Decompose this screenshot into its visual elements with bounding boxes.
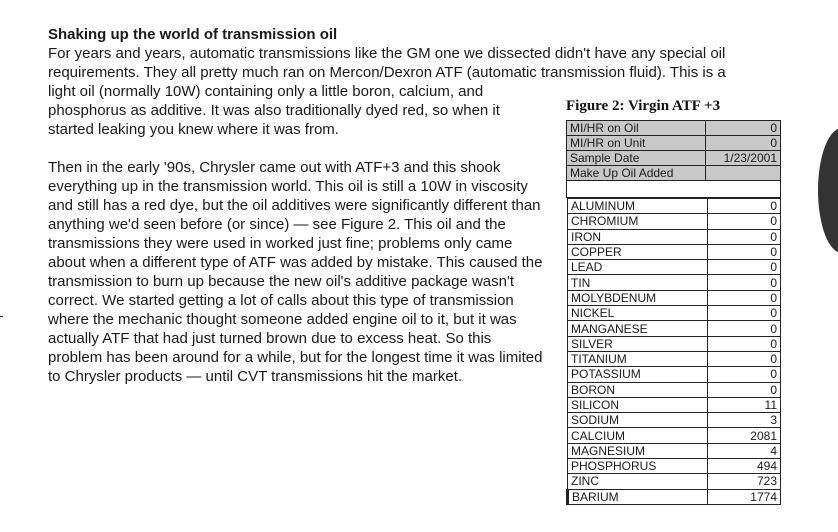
- element-name: SILICON: [568, 397, 708, 412]
- element-name: CHROMIUM: [568, 214, 708, 229]
- element-row: [568, 336, 781, 351]
- paragraph-1-line: started leaking you knew where it was from.: [48, 121, 339, 138]
- element-value: 4: [708, 443, 781, 458]
- element-name: COPPER: [568, 244, 708, 259]
- figure-title: Figure 2: Virgin ATF +3: [566, 98, 721, 114]
- element-row: [568, 413, 781, 428]
- element-row: [568, 397, 781, 412]
- element-name: MOLYBDENUM: [568, 290, 708, 305]
- element-row: [568, 321, 781, 336]
- element-row: [568, 459, 781, 474]
- paragraph-1-line: light oil (normally 10W) containing only a little boron, calcium, and: [48, 83, 484, 100]
- header-row-label: MI/HR on Oil: [567, 121, 706, 136]
- element-row: [568, 214, 781, 229]
- element-name: IRON: [568, 229, 708, 244]
- element-name: MAGNESIUM: [568, 443, 708, 458]
- element-value: 2081: [708, 428, 781, 443]
- oil-sample-header-table: [566, 120, 781, 198]
- element-name: ZINC: [568, 474, 708, 489]
- element-row: [568, 244, 781, 259]
- spacer-cell: [567, 181, 781, 198]
- element-value: 0: [708, 214, 781, 229]
- paragraph-1-line: For years and years, automatic transmissions like the GM one we dissected didn't have any special oil: [48, 45, 726, 62]
- header-row-value: 1/23/2001: [706, 151, 781, 166]
- element-row: [568, 275, 781, 290]
- element-name: MANGANESE: [568, 321, 708, 336]
- element-value: 0: [708, 351, 781, 366]
- margin-mark: [0, 316, 3, 317]
- element-analysis-table: [566, 198, 781, 505]
- element-row: [568, 199, 781, 214]
- element-value: 723: [708, 474, 781, 489]
- element-name: SILVER: [568, 336, 708, 351]
- element-name: TITANIUM: [568, 351, 708, 366]
- element-row: [568, 260, 781, 275]
- element-row: [568, 382, 781, 397]
- element-value: 3: [708, 413, 781, 428]
- element-name: TIN: [568, 275, 708, 290]
- element-value: 0: [708, 275, 781, 290]
- paragraph-1-line: phosphorus as additive. It was also traditionally dyed red, so when it: [48, 102, 500, 119]
- element-name: CALCIUM: [568, 428, 708, 443]
- element-value: 0: [708, 244, 781, 259]
- header-row-label: MI/HR on Unit: [567, 136, 706, 151]
- element-value: 11: [708, 397, 781, 412]
- header-row: [567, 121, 781, 136]
- element-row: [568, 290, 781, 305]
- element-name: PHOSPHORUS: [568, 459, 708, 474]
- element-row: [568, 351, 781, 366]
- paragraph-2: Then in the early '90s, Chrysler came out with ATF+3 and this shook everything up in the transmission world. This oil is still a 10W in viscosity and still has a red dye, but the oil additives were significantly different than anything we'd seen before (or since) — see Figure 2. This oil and the transmissions they were used in worked just fine; problems only came about when a different type of ATF was added by mistake. This caused the transmission to burn up because the new oil's additive package wasn't correct. We started getting a lot of calls about this type of transmission where the mechanic thought someone added engine oil to it, but it was actually ATF that had just turned brown due to excess heat. So this problem has been around for a while, but for the longest time it was limited to Chrysler products — until CVT transmissions hit the market.: [48, 159, 543, 385]
- element-row: [568, 306, 781, 321]
- page-edge-decoration: [818, 128, 838, 253]
- element-name: LEAD: [568, 260, 708, 275]
- element-name: BARIUM: [568, 489, 708, 504]
- header-row: [567, 166, 781, 181]
- spacer-row: [567, 181, 781, 198]
- element-value: 0: [708, 382, 781, 397]
- paragraph-1-line: requirements. They all pretty much ran on Mercon/Dexron ATF (automatic transmission fluid). This is a: [48, 64, 726, 81]
- element-value: 0: [708, 336, 781, 351]
- element-value: 0: [708, 260, 781, 275]
- figure-2: [566, 98, 781, 505]
- element-row: [568, 489, 781, 504]
- element-name: POTASSIUM: [568, 367, 708, 382]
- element-value: 0: [708, 306, 781, 321]
- header-row-value: 0: [706, 136, 781, 151]
- header-row-value: 0: [706, 121, 781, 136]
- header-row-label: Make Up Oil Added: [567, 166, 706, 181]
- element-row: [568, 229, 781, 244]
- element-value: 0: [708, 367, 781, 382]
- element-row: [568, 428, 781, 443]
- element-row: [568, 474, 781, 489]
- element-name: ALUMINUM: [568, 199, 708, 214]
- element-value: 0: [708, 199, 781, 214]
- element-row: [568, 443, 781, 458]
- element-name: BORON: [568, 382, 708, 397]
- element-row: [568, 367, 781, 382]
- element-value: 1774: [708, 489, 781, 504]
- element-value: 494: [708, 459, 781, 474]
- element-name: NICKEL: [568, 306, 708, 321]
- element-value: 0: [708, 290, 781, 305]
- header-row: [567, 136, 781, 151]
- header-row: [567, 151, 781, 166]
- article-heading: Shaking up the world of transmission oil: [48, 26, 338, 43]
- element-name: SODIUM: [568, 413, 708, 428]
- element-value: 0: [708, 229, 781, 244]
- element-value: 0: [708, 321, 781, 336]
- header-row-value: [706, 166, 781, 181]
- header-row-label: Sample Date: [567, 151, 706, 166]
